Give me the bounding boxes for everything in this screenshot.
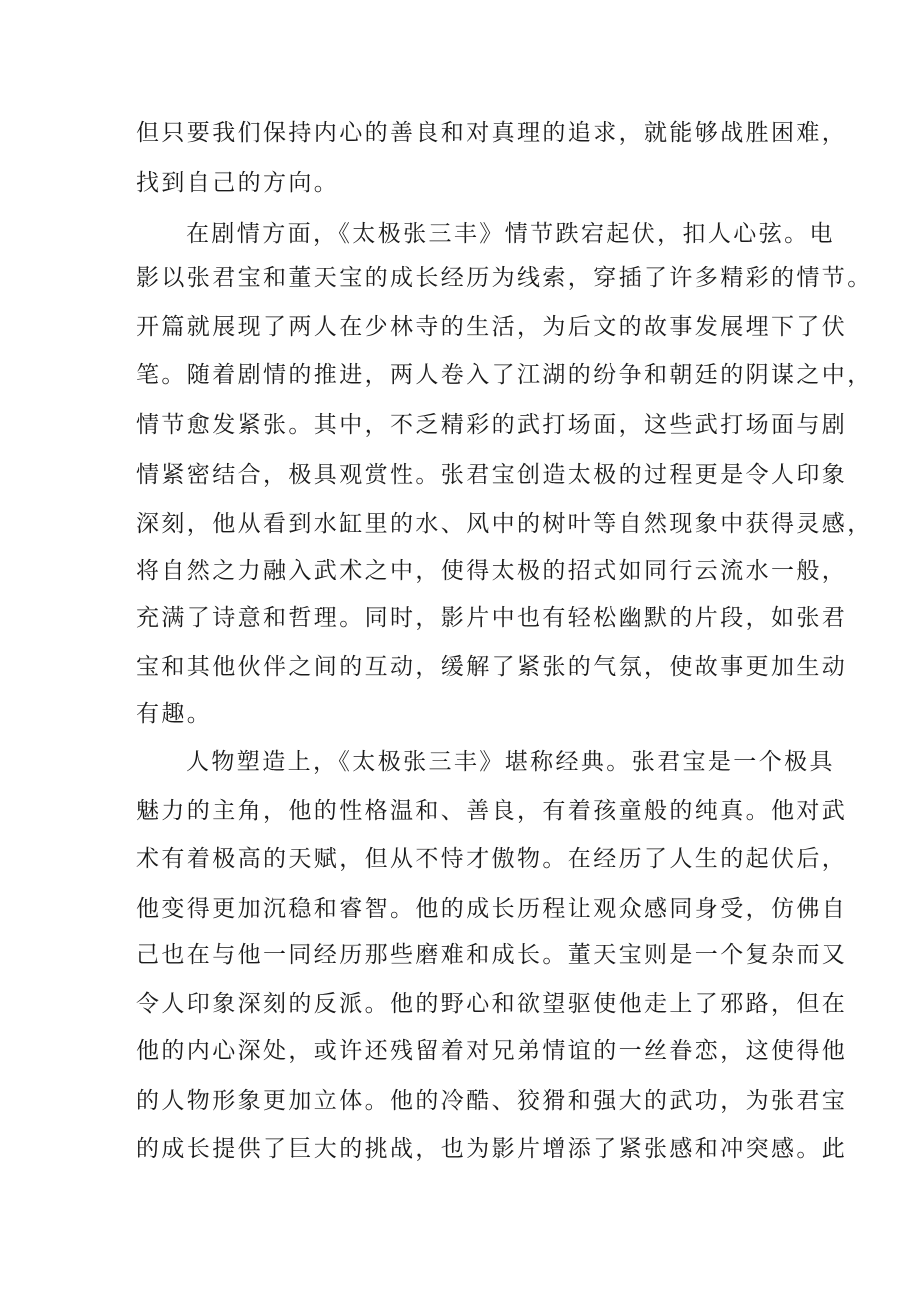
text-line: 有趣。 [136, 701, 213, 727]
text-line: 但只要我们保持内心的善良和对真理的追求，就能够战胜困难， [136, 120, 848, 146]
text-line: 影以张君宝和董天宝的成长经历为线索，穿插了许多精彩的情节。 [136, 265, 873, 291]
text-line: 将自然之力融入武术之中，使得太极的招式如同行云流水一般， [136, 558, 848, 584]
text-line: 深刻，他从看到水缸里的水、风中的树叶等自然现象中获得灵感， [136, 511, 873, 537]
paragraph-first-line: 人物塑造上，《太极张三丰》堪称经典。张君宝是一个极具 [186, 749, 835, 775]
text-line: 的人物形象更加立体。他的冷酷、狡猾和强大的武功，为张君宝 [136, 1088, 848, 1114]
text-line: 己也在与他一同经历那些磨难和成长。董天宝则是一个复杂而又 [136, 942, 848, 968]
text-line: 情紧密结合，极具观赏性。张君宝创造太极的过程更是令人印象 [136, 462, 848, 488]
text-line: 他的内心深处，或许还残留着对兄弟情谊的一丝眷恋，这使得他 [136, 1038, 848, 1064]
text-line: 魅力的主角，他的性格温和、善良，有着孩童般的纯真。他对武 [136, 798, 848, 824]
text-line: 情节愈发紧张。其中，不乏精彩的武打场面，这些武打场面与剧 [136, 412, 848, 438]
text-line: 充满了诗意和哲理。同时，影片中也有轻松幽默的片段，如张君 [136, 605, 848, 631]
text-line: 的成长提供了巨大的挑战，也为影片增添了紧张感和冲突感。此 [136, 1136, 848, 1162]
text-line: 找到自己的方向。 [136, 170, 340, 196]
text-line: 宝和其他伙伴之间的互动，缓解了紧张的气氛，使故事更加生动 [136, 654, 848, 680]
text-line: 笔。随着剧情的推进，两人卷入了江湖的纷争和朝廷的阴谋之中， [136, 362, 873, 388]
text-line: 开篇就展现了两人在少林寺的生活，为后文的故事发展埋下了伏 [136, 314, 848, 340]
paragraph-first-line: 在剧情方面，《太极张三丰》情节跌宕起伏，扣人心弦。电 [186, 221, 835, 247]
text-line: 术有着极高的天赋，但从不恃才傲物。在经历了人生的起伏后， [136, 846, 848, 872]
text-line: 他变得更加沉稳和睿智。他的成长历程让观众感同身受，仿佛自 [136, 896, 848, 922]
text-line: 令人印象深刻的反派。他的野心和欲望驱使他走上了邪路，但在 [136, 991, 848, 1017]
